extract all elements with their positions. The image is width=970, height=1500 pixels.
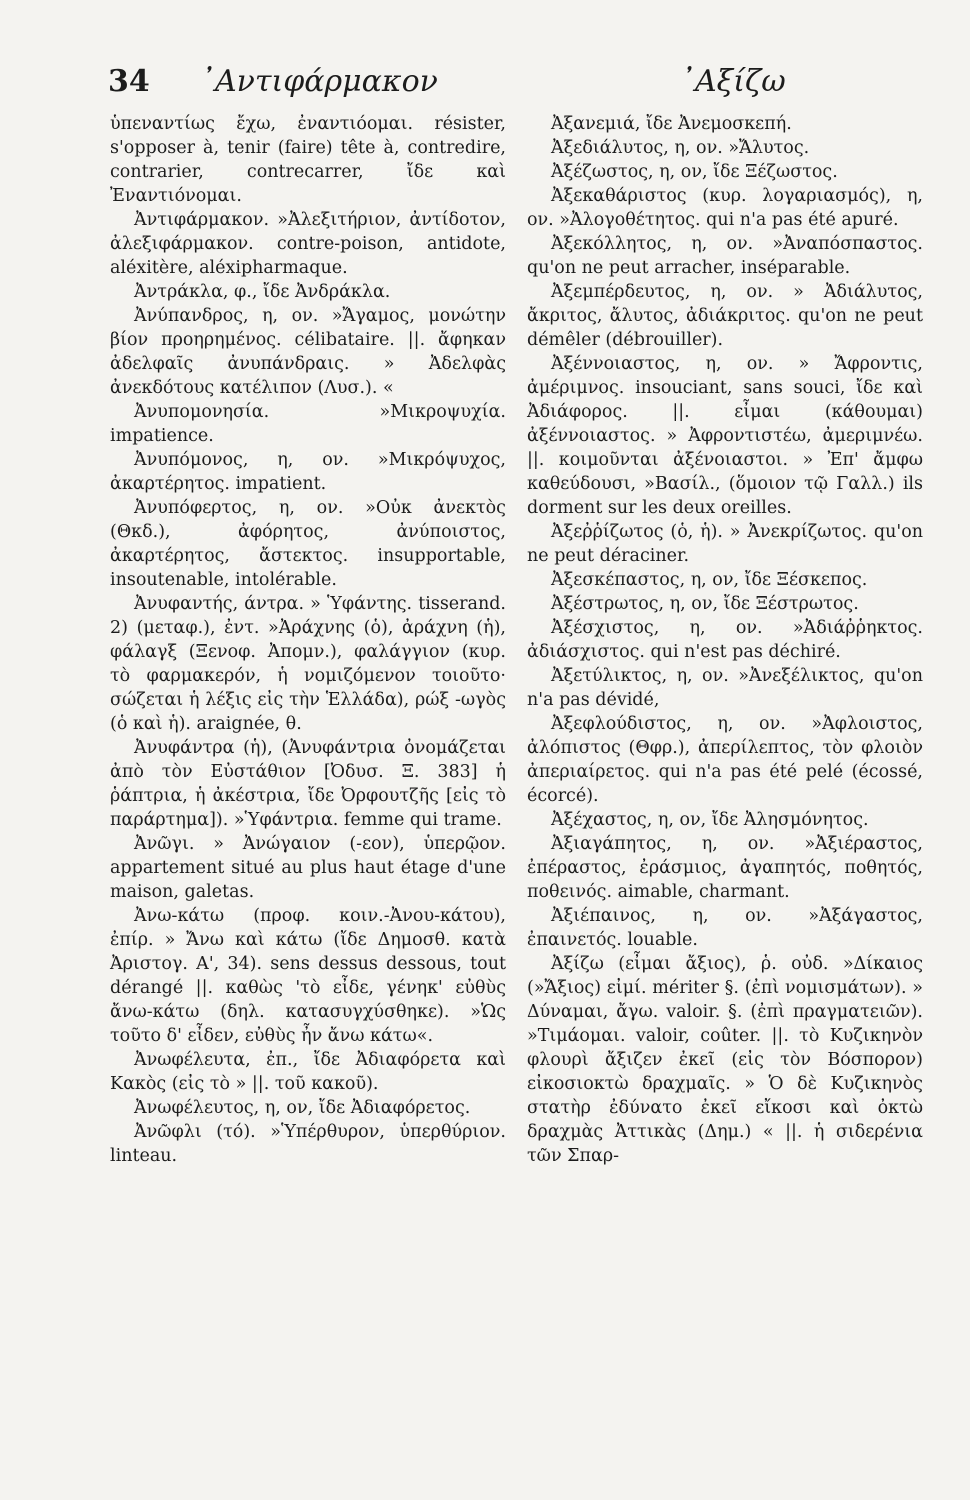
entry-paragraph: Ἀντιφάρμακον. »Ἀλεξιτήριον, ἀντίδοτον, ἀλεξιφάρμακον. contre-poison, antidote, aléxitère, aléxipharmaque. — [110, 210, 506, 278]
entry-paragraph: ὑπεναντίως ἔχω, ἐναντιόομαι. résister, s'opposer à, tenir (faire) tête à, contredire, contrarier, contrecarrer, ἴδε καὶ Ἐναντιόνομαι. — [110, 114, 506, 206]
entry-paragraph: Ἀξεφλούδιστος, η, ον. »Ἀφλοιστος, ἀλόπιστος (Θφρ.), ἀπερίλεπτος, τὸν φλοιὸν ἀπεριαίρετος. qui n'a pas été pelé (écossé, écorcé). — [527, 714, 923, 806]
entry-paragraph: Ἀνωφέλευτος, η, ον, ἴδε Ἀδιαφόρετος. — [134, 1098, 471, 1118]
entry-paragraph: Ἀξίζω (εἶμαι ἄξιος), ῥ. οὐδ. »Δίκαιος (»Ἄξιος) εἰμί. mériter §. (ἐπὶ νομισμάτων). » Δύναμαι, ἄγω. valoir. §. (ἐπὶ πραγματειῶν). »Τιμάομαι. valoir, coûter. ||. τὸ Κυζικηνὸν φλουρὶ ἄξιζεν ἐκεῖ (εἰς τὸν Βόσπορον) εἰκοσιοκτὼ δραχμαῖς. » Ὁ δὲ Κυζικηνὸς στατὴρ ἐδύνατο ἐκεῖ εἴκοσι καὶ ὀκτὼ δραχμὰς Ἀττικὰς (Δημ.) « ||. ἡ σιδερένια τῶν Σπαρ- — [527, 954, 923, 1166]
entry-paragraph: Ἀξέχαστος, η, ον, ἴδε Ἀλησμόνητος. — [551, 810, 869, 830]
entry-paragraph: Ἀξεκαθάριστος (κυρ. λογαριασμός), η, ον. »Ἀλογοθέτητος. qui n'a pas été apuré. — [527, 186, 923, 230]
entry-paragraph: Ἀξανεμιά, ἴδε Ἀνεμοσκεπή. — [551, 114, 792, 134]
entry-paragraph: Ἀξέστρωτος, η, ον, ἴδε Ξέστρωτος. — [551, 594, 859, 614]
entry-paragraph: Ἀξεδιάλυτος, η, ον. »Ἄλυτος. — [551, 138, 810, 158]
entry-paragraph: Ἀντράκλα, φ., ἴδε Ἀνδράκλα. — [134, 282, 391, 302]
entry-paragraph: Ἀνω-κάτω (προφ. κοιν.-Ἀνου-κάτου), ἐπίρ. » Ἄνω καὶ κάτω (ἴδε Δημοσθ. κατὰ Ἀριστογ. Α', 34). sens dessus dessous, tout dérangé ||. καθὼς 'τὸ εἶδε, γένηκ' εὐθὺς ἄνω-κάτω (δηλ. κατασυγχύσθηκε). »Ὡς τοῦτο δ' εἶδεν, εὐθὺς ἦν ἄνω κάτω«. — [110, 906, 506, 1046]
entry-paragraph: Ἀξεμπέρδευτος, η, ον. » Ἀδιάλυτος, ἄκριτος, ἄλυτος, ἀδιάκριτος. qu'on ne peut démêler (débrouiller). — [527, 282, 923, 350]
page-number: 34 — [108, 64, 150, 99]
entry-paragraph: Ἀξέζωστος, η, ον, ἴδε Ξέζωστος. — [551, 162, 838, 182]
right-column — [527, 112, 923, 1168]
entry-paragraph: Ἀνωφέλευτα, ἐπ., ἴδε Ἀδιαφόρετα καὶ Κακὸς (εἰς τὸ » ||. τοῦ κακοῦ). — [110, 1050, 506, 1094]
entry-paragraph: Ἀξιέπαινος, η, ον. »Ἀξάγαστος, ἐπαινετός. louable. — [527, 906, 923, 950]
entry-paragraph: Ἀνῶγι. » Ἀνώγαιον (-εον), ὑπερῷον. appartement situé au plus haut étage d'une maison, galetas. — [110, 834, 506, 902]
entry-paragraph: Ἀξέννοιαστος, η, ον. » Ἄφροντις, ἀμέριμνος. insouciant, sans souci, ἴδε καὶ Ἀδιάφορος. ||. εἶμαι (κάθουμαι) ἀξέννοιαστος. » Ἀφροντιστέω, ἀμεριμνέω. ||. κοιμοῦνται ἀξένοιαστοι. » Ἐπ' ἄμφω καθεύδουσι, »Βασίλ., (ὅμοιον τῷ Γαλλ.) ils dorment sur les deux oreilles. — [527, 354, 923, 518]
entry-paragraph: Ἀνῶφλι (τό). »Ὑπέρθυρον, ὑπερθύριον. linteau. — [110, 1122, 506, 1166]
entry-paragraph: Ἀξιαγάπητος, η, ον. »Ἀξιέραστος, ἐπέραστος, ἐράσμιος, ἀγαπητός, ποθητός, ποθεινός. aimable, charmant. — [527, 834, 923, 902]
entry-paragraph: Ἀξεσκέπαστος, η, ον, ἴδε Ξέσκεπος. — [551, 570, 868, 590]
entry-paragraph: Ἀνυφάντρα (ἡ), (Ἀνυφάντρια ὀνομάζεται ἀπὸ τὸν Εὐστάθιον [Ὀδυσ. Ξ. 383] ἡ ῥάπτρια, ἡ ἀκέστρια, ἴδε Ὀρφουτζῆς [εἰς τὸ παράρτημα]). »Ὑφάντρια. femme qui trame. — [110, 738, 506, 830]
right-guide-word: ᾽Αξίζω — [680, 64, 786, 99]
left-guide-word: ᾽Αντιφάρμακον — [200, 64, 438, 99]
entry-paragraph: Ἀνυφαντής, άντρα. » Ὑφάντης. tisserand. 2) (μεταφ.), ἐντ. »Ἀράχνης (ὁ), ἀράχνη (ἡ), φάλαγξ (Ξενοφ. Ἀπομν.), φαλάγγιον (κυρ. τὸ φαρμακερόν, ἡ νομιζόμενον τοιοῦτο· σώζεται ἡ λέξις εἰς τὴν Ἑλλάδα), ρώξ -ωγὸς (ὁ καὶ ἡ). araignée, θ. — [110, 594, 506, 734]
entry-paragraph: Ἀνυπόμονος, η, ον. »Μικρόψυχος, ἀκαρτέρητος. impatient. — [110, 450, 506, 494]
entry-paragraph: Ἀνυπόφερτος, η, ον. »Οὐκ ἀνεκτὸς (Θκδ.), ἀφόρητος, ἀνύποιστος, ἀκαρτέρητος, ἄστεκτος. insupportable, insoutenable, intolérable. — [110, 498, 506, 590]
entry-paragraph: Ἀνύπανδρος, η, ον. »Ἄγαμος, μονώτην βίον προηρημένος. célibataire. ||. ἄφηκαν ἀδελφαῖς ἀνυπάνδραις. » Ἀδελφὰς ἀνεκδότους κατέλιπον (Λυσ.). « — [110, 306, 506, 398]
entry-paragraph: Ἀνυπομονησία. »Μικροψυχία. impatience. — [110, 402, 506, 446]
entry-paragraph: Ἀξεῤῥίζωτος (ὁ, ἡ). » Ἀνεκρίζωτος. qu'on ne peut déraciner. — [527, 522, 923, 566]
left-column — [110, 112, 506, 1168]
entry-paragraph: Ἀξετύλικτος, η, ον. »Ἀνεξέλικτος, qu'on n'a pas dévidé, — [527, 666, 923, 710]
entry-paragraph: Ἀξεκόλλητος, η, ον. »Ἀναπόσπαστος. qu'on ne peut arracher, inséparable. — [527, 234, 923, 278]
entry-paragraph: Ἀξέσχιστος, η, ον. »Ἀδιάῤῥηκτος. ἀδιάσχιστος. qui n'est pas déchiré. — [527, 618, 923, 662]
